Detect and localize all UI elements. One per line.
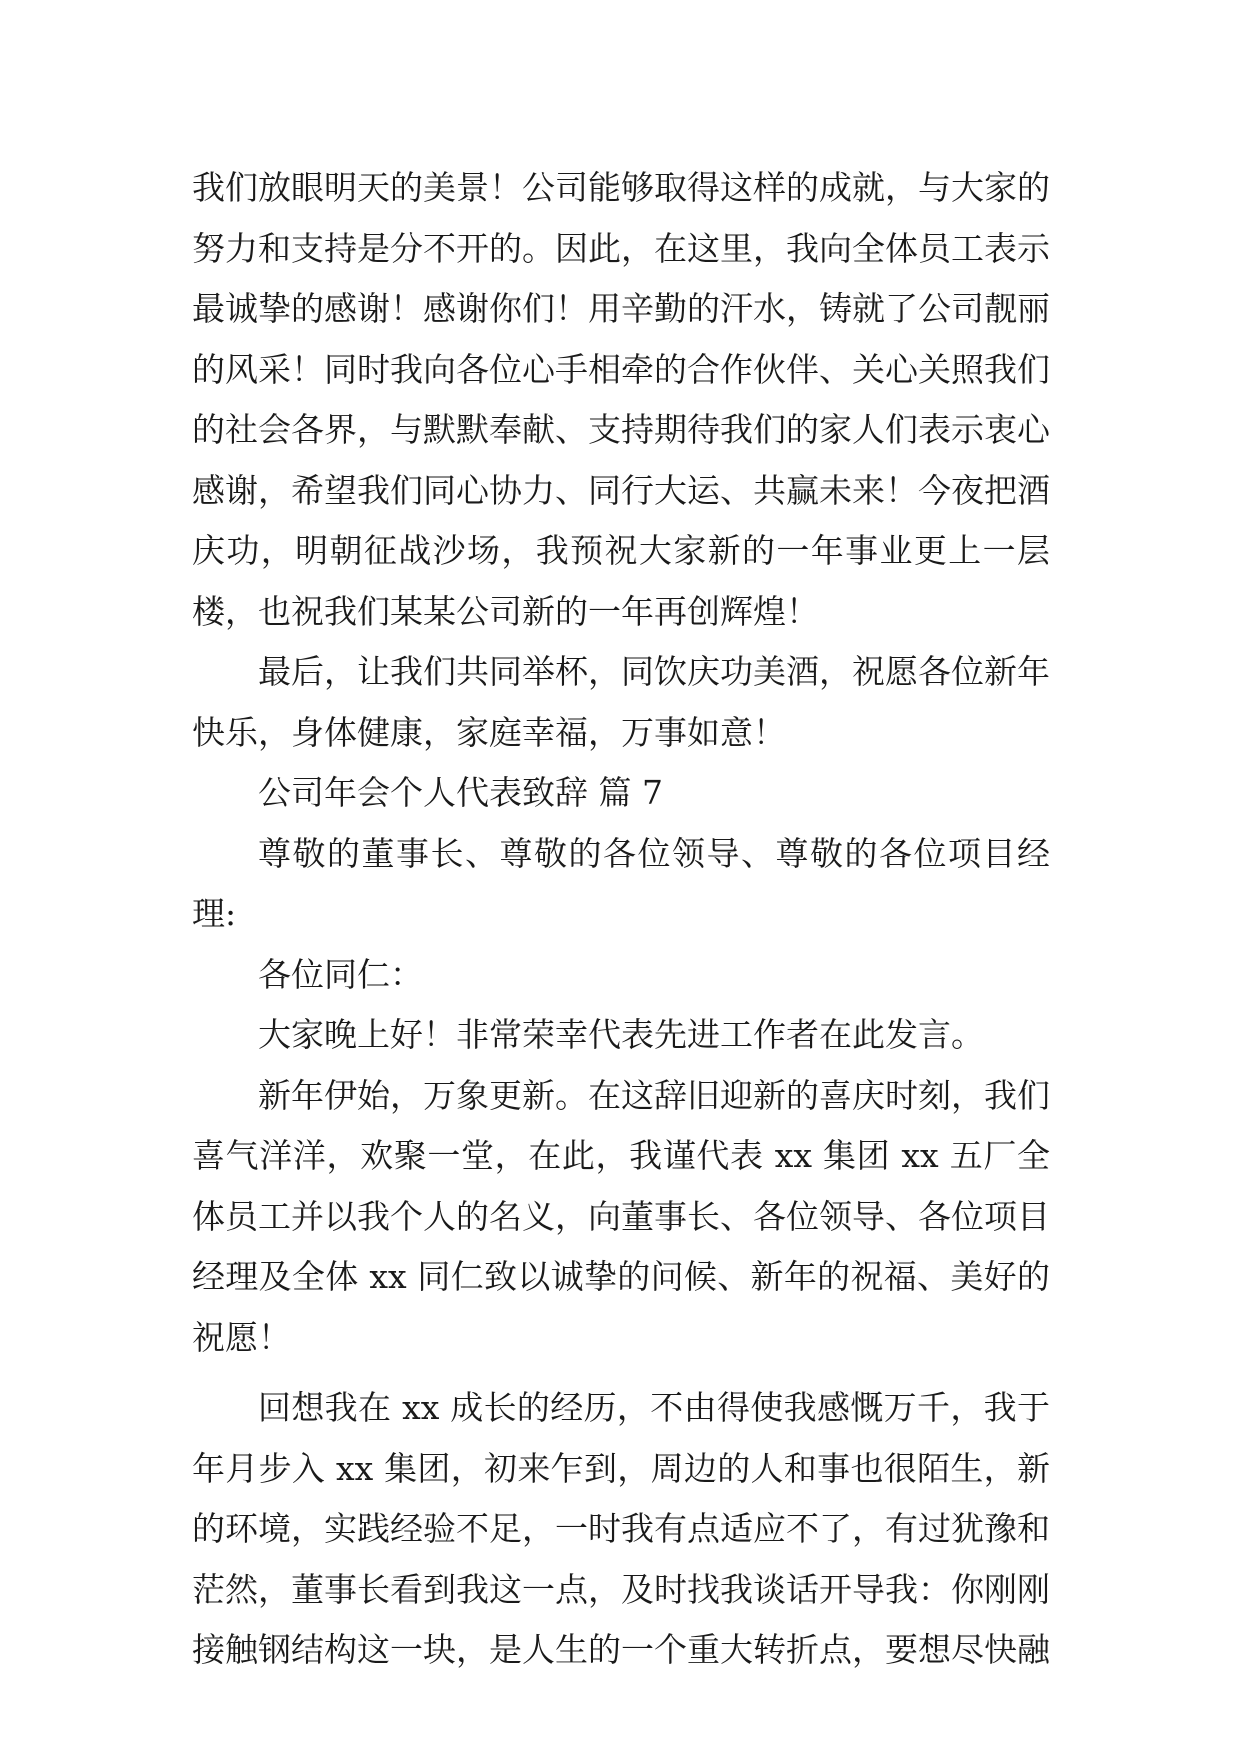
section-heading: 公司年会个人代表致辞 篇 7 xyxy=(258,773,663,812)
paragraph-greeting: 大家晚上好！非常荣幸代表先进工作者在此发言。 xyxy=(258,1015,984,1054)
paragraph-toast: 最后，让我们共同举杯，同饮庆功美酒，祝愿各位新年快乐，身体健康，家庭幸福，万事如意！ xyxy=(192,652,1050,752)
paragraph-reflection: 回想我在 xx 成长的经历，不由得使我感慨万千，我于年月步入 xx 集团，初来乍到，周边的人和事也很陌生，新的环境，实践经验不足，一时我有点适应不了，有过犹豫和茫然，董事长看到我这一点，及时找我谈话开导我：你刚刚接触钢结构这一块，是人生的一个重大转折点，要想尽快融 xyxy=(192,1388,1050,1669)
salutation-leaders: 尊敬的董事长、尊敬的各位领导、尊敬的各位项目经理: xyxy=(192,833,1050,933)
paragraph-new-year: 新年伊始，万象更新。在这辞旧迎新的喜庆时刻，我们喜气洋洋，欢聚一堂，在此，我谨代表 xx 集团 xx 五厂全体员工并以我个人的名义，向董事长、各位领导、各位项目经理及全体 xx 同仁致以诚挚的问候、新年的祝福、美好的祝愿！ xyxy=(192,1075,1050,1357)
salutation-colleagues: 各位同仁： xyxy=(258,954,423,994)
document-body xyxy=(192,158,1050,1681)
paragraph-closing-thanks: 我们放眼明天的美景！公司能够取得这样的成就，与大家的努力和支持是分不开的。因此，在这里，我向全体员工表示最诚挚的感谢！感谢你们！用辛勤的汗水，铸就了公司靓丽的风采！同时我向各位心手相牵的合作伙伴、关心关照我们的社会各界，与默默奉献、支持期待我们的家人们表示衷心感谢，希望我们同心协力、同行大运、共赢未来！今夜把酒庆功，明朝征战沙场，我预祝大家新的一年事业更上一层楼，也祝我们某某公司新的一年再创辉煌！ xyxy=(192,168,1050,631)
